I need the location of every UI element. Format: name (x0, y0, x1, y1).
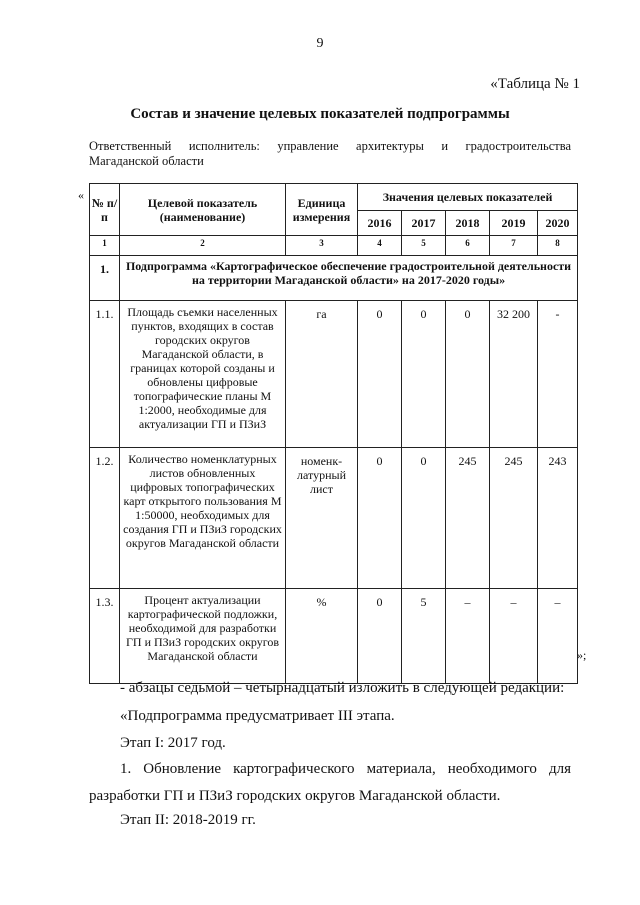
row-number: 1.2. (90, 448, 120, 589)
header-year: 2016 (358, 211, 402, 236)
row-value: 32 200 (490, 301, 538, 448)
row-value: – (446, 589, 490, 684)
header-num: № п/п (90, 184, 120, 236)
header-year: 2019 (490, 211, 538, 236)
page-number: 9 (316, 36, 324, 51)
row-value: 245 (446, 448, 490, 589)
subprogram-title: Подпрограмма «Картографическое обеспечение градостроительной деятельности на территории Магаданской области» на 2017-2020 годы» (120, 256, 578, 301)
column-number: 5 (402, 236, 446, 256)
row-value: - (538, 301, 578, 448)
header-values: Значения целевых показателей (358, 184, 578, 211)
row-value: 0 (358, 589, 402, 684)
responsible-line-1: Ответственный исполнитель: управление архитектуры и градостроительства (89, 139, 571, 153)
table-reference: «Таблица № 1 (490, 76, 580, 92)
paragraph: Этап I: 2017 год. (120, 735, 226, 751)
paragraph: - абзацы седьмой – четырнадцатый изложить в следующей редакции: (120, 680, 565, 696)
column-number: 8 (538, 236, 578, 256)
column-number: 2 (120, 236, 286, 256)
row-number: 1.3. (90, 589, 120, 684)
paragraph: 1. Обновление картографического материала, необходимого для разработки ГП и ПЗиЗ городских округов Магаданской области. (89, 761, 571, 804)
column-number: 1 (90, 236, 120, 256)
row-value: – (538, 589, 578, 684)
row-value: 0 (446, 301, 490, 448)
row-indicator: Количество номенклатурных листов обновленных цифровых топографических карт открытого пользования М 1:50000, необходимых для создания ГП и ПЗиЗ городских округов Магаданской области (120, 448, 286, 589)
header-indicator: Целевой показатель (наименование) (120, 184, 286, 236)
table-row (90, 589, 578, 684)
row-indicator: Площадь съемки населенных пунктов, входящих в состав городских округов Магаданской области, в границах которой созданы и обновлены цифровые топографические планы М 1:2000, необходимые для актуализации ГП и ПЗиЗ (120, 301, 286, 448)
responsible-executor (89, 139, 571, 169)
subprogram-number: 1. (90, 256, 120, 301)
closing-quote: »; (577, 648, 587, 662)
responsible-line-2: Магаданской области (89, 154, 204, 168)
column-number: 6 (446, 236, 490, 256)
header-year: 2020 (538, 211, 578, 236)
row-value: 243 (538, 448, 578, 589)
header-unit: Единица измерения (286, 184, 358, 236)
row-value: 5 (402, 589, 446, 684)
indicators-table (89, 183, 578, 684)
row-unit: га (286, 301, 358, 448)
table-row (90, 448, 578, 589)
row-value: – (490, 589, 538, 684)
row-unit: % (286, 589, 358, 684)
row-value: 0 (402, 448, 446, 589)
header-year: 2018 (446, 211, 490, 236)
header-year: 2017 (402, 211, 446, 236)
document-title: Состав и значение целевых показателей подпрограммы (130, 106, 510, 122)
column-number: 4 (358, 236, 402, 256)
opening-quote: « (78, 188, 84, 202)
column-number-row (90, 236, 578, 256)
table-row (90, 301, 578, 448)
row-value: 0 (358, 448, 402, 589)
paragraph: «Подпрограмма предусматривает III этапа. (120, 708, 395, 724)
row-value: 0 (402, 301, 446, 448)
row-value: 245 (490, 448, 538, 589)
column-number: 7 (490, 236, 538, 256)
row-unit: номенк-латурный лист (286, 448, 358, 589)
row-number: 1.1. (90, 301, 120, 448)
column-number: 3 (286, 236, 358, 256)
row-indicator: Процент актуализации картографической подложки, необходимой для разработки ГП и ПЗиЗ городских округов Магаданской области (120, 589, 286, 684)
row-value: 0 (358, 301, 402, 448)
paragraph: Этап II: 2018-2019 гг. (120, 812, 256, 828)
subprogram-row (90, 256, 578, 301)
